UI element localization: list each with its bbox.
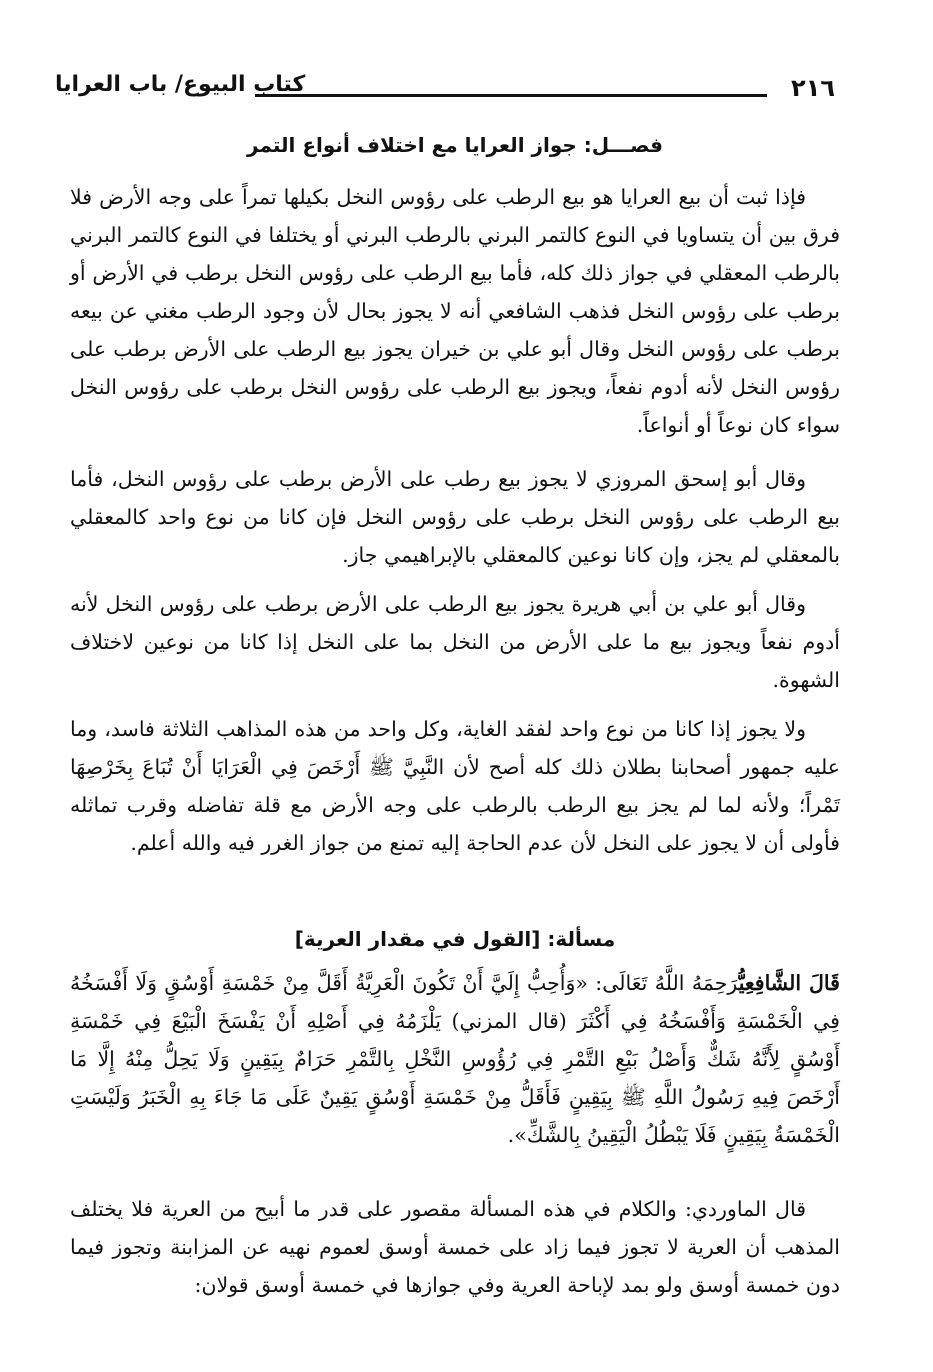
section-heading-1-title: : جواز العرايا مع اختلاف أنواع التمر	[247, 133, 592, 157]
quote-text: رَحِمَهُ اللَّهُ تَعَالَى: «وَأُحِبُّ إِلَيَّ أَنْ تَكُونَ الْعَرِيَّةُ أَقَلَّ مِنْ خَمْسَةِ أَوْسُقٍ وَلَا أَفْسَخُهُ فِي الْخَمْسَةِ وَأَفْسَخُهُ فِي أَكْثَرَ (قال المزني) يَلْزَمُهُ فِي أَصْلِهِ أَنْ يَفْسَخَ الْبَيْعَ فِي خَمْسَةِ أَوْسُقٍ لِأَنَّهُ شَكٌّ وَأَصْلُ بَيْعِ التَّمْرِ فِي رُؤُوسِ النَّخْلِ بِالتَّمْرِ حَرَامٌ بِيَقِينٍ وَلَا يَحِلُّ مِنْهُ إِلَّا مَا أَرْخَصَ فِيهِ رَسُولُ اللَّهِ ﷺ بِيَقِينٍ فَأَقَلُّ مِنْ خَمْسَةِ أَوْسُقٍ يَقِينٌ عَلَى مَا جَاءَ بِهِ الْخَبَرُ وَلَيْسَتِ الْخَمْسَةُ بِيَقِينٍ فَلَا يَبْطُلُ الْيَقِينُ بِالشَّكِّ».	[70, 971, 840, 1147]
paragraph-4-text: ولا يجوز إذا كانا من نوع واحد لفقد الغاية، وكل واحد من هذه المذاهب الثلاثة فاسد، وما عليه جمهور أصحابنا بطلان ذلك كله أصح لأن النَّبِيَّ ﷺ أَرْخَصَ فِي الْعَرَايَا أَنْ تُبَاعَ بِخَرْصِهَا تَمْراً؛ ولأنه لما لم يجز بيع الرطب بالرطب على وجه الأرض مع قلة تفاضله وقرب تماثله فأولى أن لا يجوز على النخل لأن عدم الحاجة إليه تمنع من جواز الغرر فيه والله أعلم.	[70, 717, 840, 855]
quote-speaker: قَالَ الشَّافِعِيُّ	[738, 971, 840, 995]
header-rule	[255, 94, 767, 97]
paragraph-4	[70, 710, 840, 862]
paragraph-3-text: وقال أبو علي بن أبي هريرة يجوز بيع الرطب على الأرض برطب على رؤوس النخل لأنه أدوم نفعاً ويجوز بيع ما على الأرض من النخل بما على النخل إذا كانا من نوعين لاختلاف الشهوة.	[70, 592, 840, 692]
paragraph-1	[70, 178, 840, 444]
paragraph-2	[70, 460, 840, 574]
section-heading-2	[70, 924, 840, 954]
header-title: كتاب البيوع/ باب العرايا	[55, 72, 306, 97]
section-heading-1-lead: فصـــل	[591, 133, 663, 157]
page-number: ٢١٦	[791, 74, 835, 102]
paragraph-3	[70, 585, 840, 699]
paragraph-5-text: قال الماوردي: والكلام في هذه المسألة مقصور على قدر ما أبيح من العرية فلا يختلف المذهب أن العرية لا تجوز فيما زاد على خمسة أوسق لعموم نهيه عن المزابنة وتجوز فيما دون خمسة أوسق ولو بمد لإباحة العرية وفي جوازها في خمسة أوسق قولان:	[70, 1197, 840, 1297]
section-heading-2-title: : [القول في مقدار العرية]	[294, 927, 556, 951]
running-header	[55, 72, 845, 112]
paragraph-1-text: فإذا ثبت أن بيع العرايا هو بيع الرطب على رؤوس النخل بكيلها تمراً على وجه الأرض فلا فرق بين أن يتساويا في النوع كالتمر البرني بالرطب البرني أو يختلفا في النوع كالتمر البرني بالرطب المعقلي في جواز ذلك كله، فأما بيع الرطب على رؤوس النخل برطب في الأرض أو برطب على رؤوس النخل فذهب الشافعي أنه لا يجوز بحال لأن وجود الرطب مغني عن بيعه برطب على رؤوس النخل وقال أبو علي بن خيران يجوز بيع الرطب على الأرض برطب على رؤوس النخل لأنه أدوم نفعاً، ويجوز بيع الرطب على رؤوس النخل برطب على رؤوس النخل سواء كان نوعاً أو أنواعاً.	[70, 185, 840, 437]
shafii-quote	[70, 964, 840, 1154]
section-heading-2-lead: مسألة	[555, 927, 616, 951]
section-heading-1	[70, 130, 840, 160]
paragraph-5	[70, 1190, 840, 1304]
paragraph-2-text: وقال أبو إسحق المروزي لا يجوز بيع رطب على الأرض برطب على رؤوس النخل، فأما بيع الرطب على رؤوس النخل برطب على رؤوس النخل فإن كانا من نوع واحد كالمعقلي بالمعقلي لم يجز، وإن كانا نوعين كالمعقلي بالإبراهيمي جاز.	[70, 467, 840, 567]
